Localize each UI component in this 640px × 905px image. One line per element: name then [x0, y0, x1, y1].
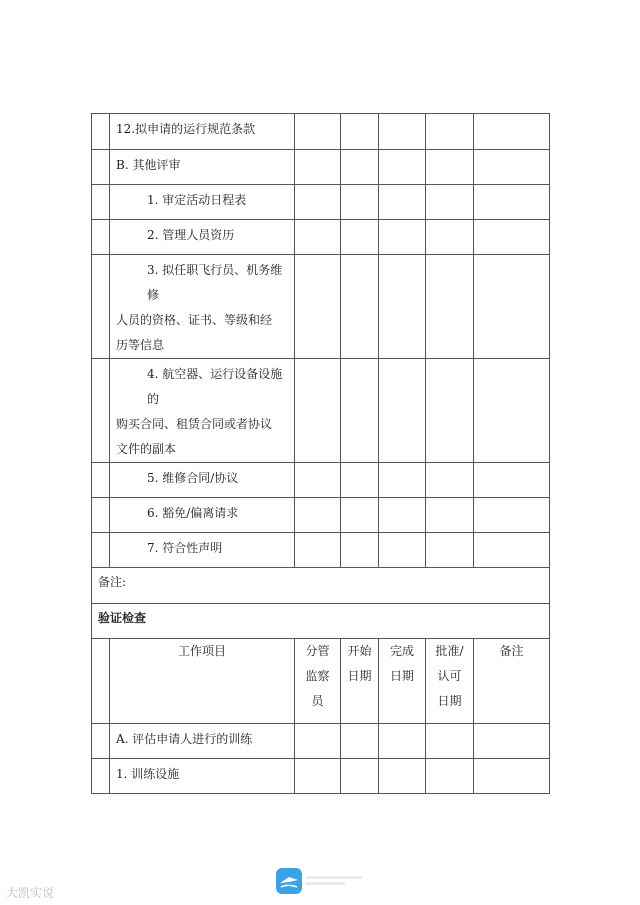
section-title: 验证检查 — [92, 604, 550, 639]
table-header-row — [92, 639, 550, 724]
start-date-cell — [341, 114, 379, 150]
work-item-line: 3. 拟任职飞行员、机务维修 — [147, 263, 283, 302]
supervisor-cell — [295, 114, 341, 150]
approval-date-cell — [426, 185, 474, 220]
logo-wordmark — [306, 876, 362, 886]
finish-date-cell — [379, 498, 426, 533]
work-item-line: 历等信息 — [116, 338, 165, 352]
table-row — [92, 759, 550, 794]
section-title-row — [92, 604, 550, 639]
start-date-cell — [341, 533, 379, 568]
header-finish-date — [379, 639, 426, 724]
supervisor-cell — [295, 150, 341, 185]
header-remarks — [474, 639, 550, 724]
watermark-text: 大凯实说 — [6, 886, 55, 900]
table-row — [92, 533, 550, 568]
index-cell — [92, 759, 110, 794]
header-supervisor-line: 分管 — [305, 644, 330, 658]
work-item-cell: 5. 维修合同/协议 — [110, 463, 295, 498]
approval-date-cell — [426, 114, 474, 150]
header-finish-date-line: 完成 — [389, 644, 414, 658]
work-item-cell: 6. 豁免/偏离请求 — [110, 498, 295, 533]
index-cell — [92, 150, 110, 185]
start-date-cell — [341, 359, 379, 463]
approval-date-cell — [426, 220, 474, 255]
work-item-cell: 1. 训练设施 — [110, 759, 295, 794]
header-start-date-line: 开始 — [347, 644, 372, 658]
header-supervisor-line: 监察 — [305, 669, 330, 683]
start-date-cell — [341, 759, 379, 794]
remarks-cell — [474, 498, 550, 533]
header-approval-date-line: 批准/ — [435, 644, 464, 658]
start-date-cell — [341, 150, 379, 185]
app-logo-icon — [276, 868, 302, 894]
index-cell — [92, 359, 110, 463]
remarks-row — [92, 568, 550, 604]
header-supervisor — [295, 639, 341, 724]
table-row — [92, 185, 550, 220]
work-item-cell: 1. 审定活动日程表 — [110, 185, 295, 220]
approval-date-cell — [426, 150, 474, 185]
header-start-date — [341, 639, 379, 724]
table-row — [92, 255, 550, 359]
approval-date-cell — [426, 463, 474, 498]
index-cell — [92, 114, 110, 150]
index-cell — [92, 498, 110, 533]
index-cell — [92, 220, 110, 255]
finish-date-cell — [379, 533, 426, 568]
work-item-cell: A. 评估申请人进行的训练 — [110, 724, 295, 759]
supervisor-cell — [295, 220, 341, 255]
supervisor-cell — [295, 463, 341, 498]
approval-date-cell — [426, 724, 474, 759]
index-cell — [92, 185, 110, 220]
work-item-cell: 12.拟申请的运行规范条款 — [110, 114, 295, 150]
table-row — [92, 724, 550, 759]
start-date-cell — [341, 185, 379, 220]
remarks-cell — [474, 359, 550, 463]
start-date-cell — [341, 463, 379, 498]
header-finish-date-line: 日期 — [389, 669, 414, 683]
index-cell — [92, 533, 110, 568]
start-date-cell — [341, 724, 379, 759]
finish-date-cell — [379, 759, 426, 794]
header-work-item — [110, 639, 295, 724]
approval-date-cell — [426, 759, 474, 794]
remarks-cell — [474, 255, 550, 359]
certification-table — [91, 113, 550, 794]
supervisor-cell — [295, 759, 341, 794]
finish-date-cell — [379, 220, 426, 255]
remarks-cell — [474, 463, 550, 498]
supervisor-cell — [295, 255, 341, 359]
page-footer — [0, 862, 640, 902]
header-supervisor-line: 员 — [311, 694, 324, 708]
work-item-line: 人员的资格、证书、等级和经 — [116, 313, 273, 327]
work-item-line: 文件的副本 — [116, 442, 177, 456]
header-approval-date — [426, 639, 474, 724]
finish-date-cell — [379, 114, 426, 150]
work-item-cell: 2. 管理人员资历 — [110, 220, 295, 255]
remarks-cell — [474, 150, 550, 185]
supervisor-cell — [295, 185, 341, 220]
start-date-cell — [341, 220, 379, 255]
approval-date-cell — [426, 359, 474, 463]
table-row — [92, 150, 550, 185]
index-cell — [92, 463, 110, 498]
work-item-line: 购买合同、租赁合同或者协议 — [116, 417, 273, 431]
remarks-cell — [474, 114, 550, 150]
finish-date-cell — [379, 463, 426, 498]
start-date-cell — [341, 255, 379, 359]
index-cell — [92, 639, 110, 724]
remarks-cell — [474, 220, 550, 255]
work-item-cell — [110, 255, 295, 359]
supervisor-cell — [295, 498, 341, 533]
approval-date-cell — [426, 255, 474, 359]
table-row — [92, 463, 550, 498]
header-approval-date-line: 认可 — [437, 669, 462, 683]
index-cell — [92, 724, 110, 759]
approval-date-cell — [426, 533, 474, 568]
remarks-label: 备注: — [92, 568, 550, 604]
approval-date-cell — [426, 498, 474, 533]
finish-date-cell — [379, 150, 426, 185]
supervisor-cell — [295, 533, 341, 568]
table-row — [92, 359, 550, 463]
header-remarks-label: 备注 — [499, 644, 524, 658]
finish-date-cell — [379, 185, 426, 220]
header-work-item-label: 工作项目 — [177, 644, 226, 658]
index-cell — [92, 255, 110, 359]
finish-date-cell — [379, 255, 426, 359]
table-row — [92, 498, 550, 533]
table-row — [92, 220, 550, 255]
header-approval-date-line: 日期 — [437, 694, 462, 708]
table-row — [92, 114, 550, 150]
work-item-cell: B. 其他评审 — [110, 150, 295, 185]
remarks-cell — [474, 185, 550, 220]
finish-date-cell — [379, 724, 426, 759]
supervisor-cell — [295, 359, 341, 463]
remarks-cell — [474, 759, 550, 794]
remarks-cell — [474, 533, 550, 568]
work-item-cell: 7. 符合性声明 — [110, 533, 295, 568]
remarks-cell — [474, 724, 550, 759]
finish-date-cell — [379, 359, 426, 463]
supervisor-cell — [295, 724, 341, 759]
work-item-cell — [110, 359, 295, 463]
work-item-line: 4. 航空器、运行设备设施的 — [147, 367, 283, 406]
start-date-cell — [341, 498, 379, 533]
header-start-date-line: 日期 — [347, 669, 372, 683]
